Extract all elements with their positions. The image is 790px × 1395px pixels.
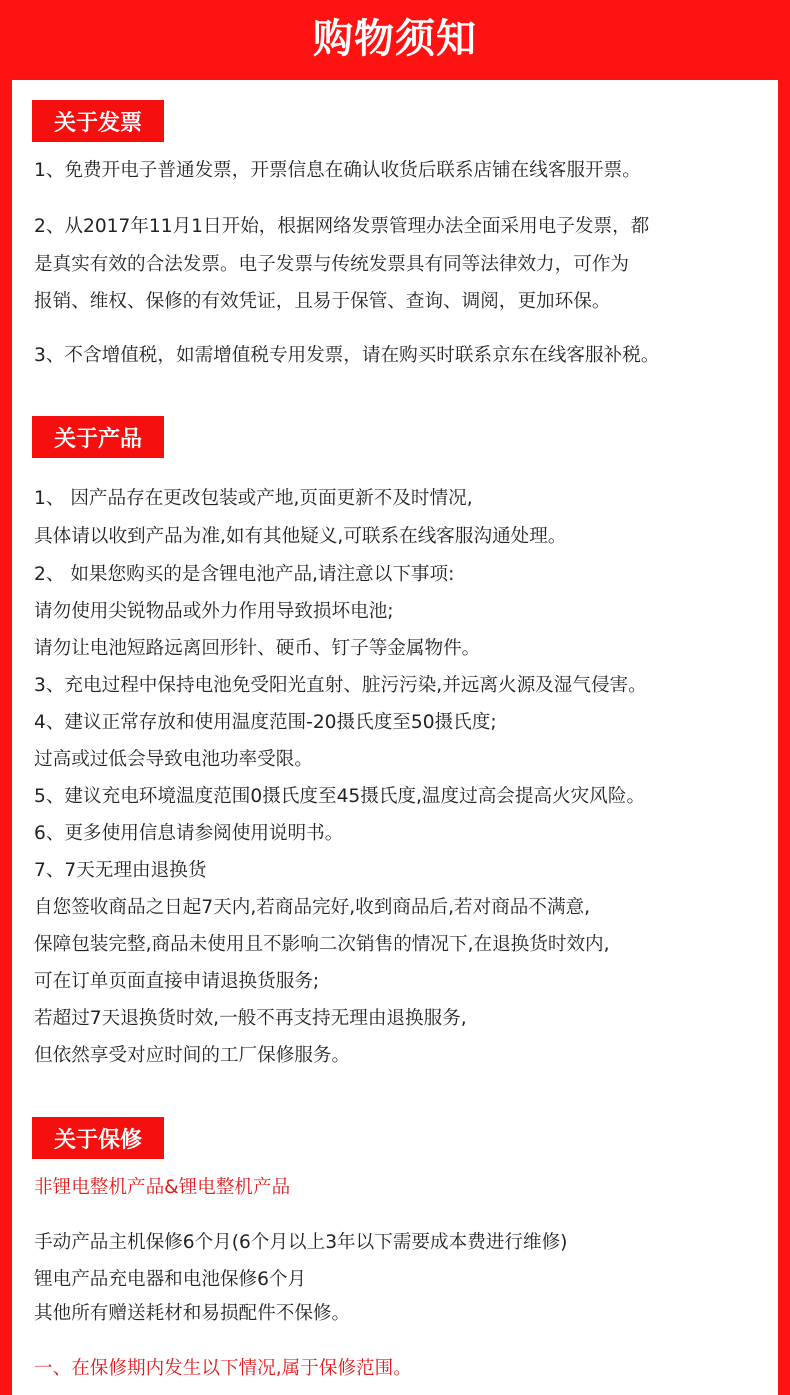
product-line: 可在订单页面直接申请退换货服务; bbox=[34, 971, 320, 992]
section-warranty-heading: 关于保修 bbox=[32, 1117, 164, 1159]
warranty-line: 手动产品主机保修6个月(6个月以上3年以下需要成本费进行维修) bbox=[34, 1232, 568, 1253]
content-panel bbox=[12, 80, 778, 1395]
invoice-item-2-line-3: 报销、维权、保修的有效凭证，且易于保管、查询、调阅，更加环保。 bbox=[34, 291, 611, 312]
product-line: 若超过7天退换货时效,一般不再支持无理由退换服务, bbox=[34, 1008, 467, 1029]
warranty-subtitle: 非锂电整机产品&锂电整机产品 bbox=[34, 1177, 291, 1198]
product-line: 过高或过低会导致电池功率受限。 bbox=[34, 749, 313, 770]
product-line: 保障包装完整,商品未使用且不影响二次销售的情况下,在退换货时效内, bbox=[34, 934, 610, 955]
section-product-heading: 关于产品 bbox=[32, 416, 164, 458]
invoice-item-2-line-2: 是真实有效的合法发票。电子发票与传统发票具有同等法律效力，可作为 bbox=[34, 254, 630, 275]
invoice-item-2-line-1: 2、从2017年11月1日开始，根据网络发票管理办法全面采用电子发票，都 bbox=[34, 216, 650, 237]
product-line: 1、 因产品存在更改包装或产地,页面更新不及时情况, bbox=[34, 488, 473, 509]
page-title: 购物须知 bbox=[313, 15, 477, 62]
section-invoice-heading: 关于发票 bbox=[32, 100, 164, 142]
product-line: 4、建议正常存放和使用温度范围-20摄氏度至50摄氏度; bbox=[34, 712, 497, 733]
warranty-scope-heading: 一、在保修期内发生以下情况,属于保修范围。 bbox=[34, 1358, 412, 1379]
invoice-item-1: 1、免费开电子普通发票，开票信息在确认收货后联系店铺在线客服开票。 bbox=[34, 160, 641, 181]
product-line: 请勿让电池短路远离回形针、硬币、钉子等金属物件。 bbox=[34, 638, 481, 659]
warranty-line: 其他所有赠送耗材和易损配件不保修。 bbox=[34, 1303, 351, 1324]
warranty-line: 锂电产品充电器和电池保修6个月 bbox=[34, 1269, 307, 1290]
product-line: 3、充电过程中保持电池免受阳光直射、脏污污染,并远离火源及湿气侵害。 bbox=[34, 675, 647, 696]
product-line: 请勿使用尖锐物品或外力作用导致损坏电池; bbox=[34, 601, 394, 622]
product-line: 5、建议充电环境温度范围0摄氏度至45摄氏度,温度过高会提高火灾风险。 bbox=[34, 786, 646, 807]
product-line: 自您签收商品之日起7天内,若商品完好,收到商品后,若对商品不满意, bbox=[34, 897, 591, 918]
product-line: 2、 如果您购买的是含锂电池产品,请注意以下事项: bbox=[34, 564, 455, 585]
product-line: 具体请以收到产品为准,如有其他疑义,可联系在线客服沟通处理。 bbox=[34, 526, 567, 547]
product-line: 7、7天无理由退换货 bbox=[34, 860, 207, 881]
product-line: 但依然享受对应时间的工厂保修服务。 bbox=[34, 1045, 351, 1066]
product-line: 6、更多使用信息请参阅使用说明书。 bbox=[34, 823, 344, 844]
title-bar bbox=[0, 0, 790, 76]
invoice-item-3: 3、不含增值税，如需增值税专用发票，请在购买时联系京东在线客服补税。 bbox=[34, 345, 660, 366]
